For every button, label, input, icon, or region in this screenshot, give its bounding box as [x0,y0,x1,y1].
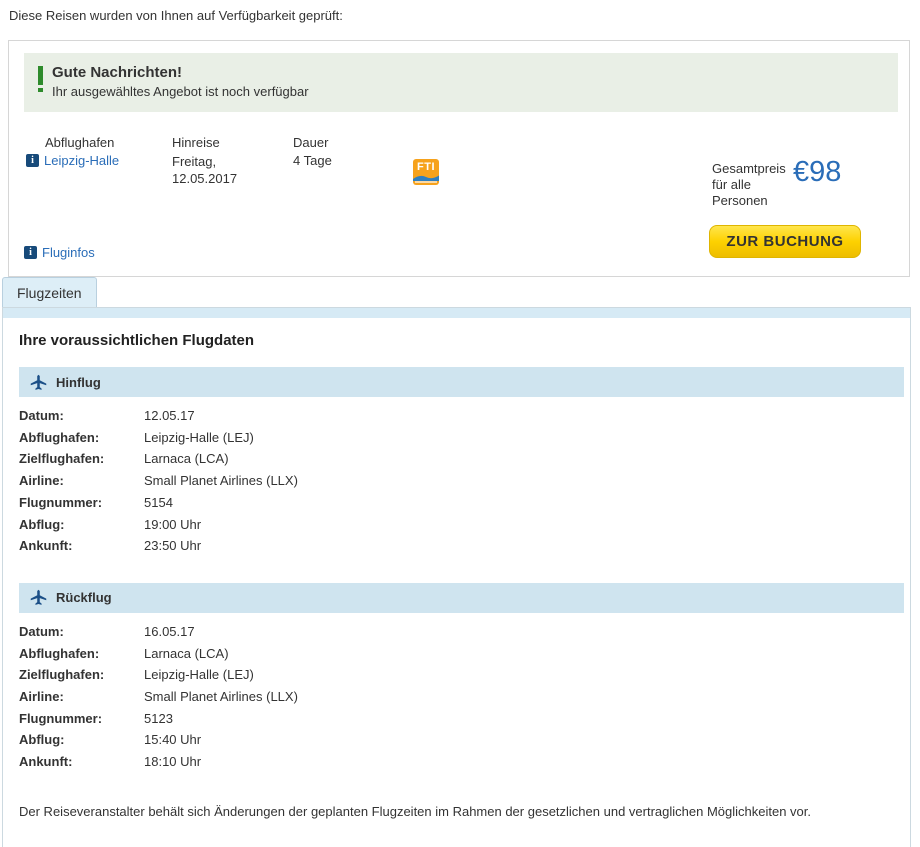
flight-detail-row [19,621,894,643]
good-news-title: Gute Nachrichten! [52,64,183,81]
airplane-icon [29,373,48,392]
to-booking-button[interactable]: ZUR BUCHUNG [709,225,861,258]
flight-detail-row [19,535,894,557]
detail-label: Abflughafen: [19,429,100,445]
flight-detail-row [19,514,894,536]
info-icon[interactable]: i [26,154,39,167]
detail-value: 12.05.17 [144,408,195,423]
outbound-flight-details [19,405,894,557]
detail-label: Airline: [19,689,64,705]
departure-airport-link[interactable]: Leipzig-Halle [44,153,120,168]
detail-label: Zielflughafen: [19,667,105,683]
flight-detail-row [19,448,894,470]
flight-detail-row [19,643,894,665]
intro-text: Diese Reisen wurden von Ihnen auf Verfügbarkeit geprüft: [9,8,343,23]
flight-detail-row [19,664,894,686]
total-price-value: €98 [793,156,842,188]
detail-value: 19:00 Uhr [144,516,202,532]
good-news-banner [24,53,898,112]
detail-value: Small Planet Airlines (LLX) [144,473,298,489]
detail-label: Abflughafen: [19,645,100,661]
detail-value: 15:40 Uhr [144,732,202,748]
detail-label: Flugnummer: [19,710,103,726]
offer-summary-box [8,40,910,277]
duration-header: Dauer [293,135,329,150]
duration-value: 4 Tage [293,153,332,168]
detail-value: 18:10 Uhr [144,754,202,770]
tab-flugzeiten[interactable]: Flugzeiten [2,277,97,307]
flight-detail-row [19,729,894,751]
detail-label: Abflug: [19,516,65,532]
flight-detail-row [19,405,894,427]
departure-airport-header: Abflughafen [45,135,115,150]
flight-detail-row [19,686,894,708]
flight-info-link[interactable]: Fluginfos [42,245,95,260]
good-news-subtitle: Ihr ausgewähltes Angebot ist noch verfügbar [52,84,309,99]
detail-value: Leipzig-Halle (LEJ) [144,429,254,445]
good-news-texts [52,64,309,112]
outbound-date-value: Freitag, 12.05.2017 [172,154,238,186]
detail-label: Abflug: [19,732,65,748]
return-flight-details [19,621,894,773]
outbound-flight-header [19,367,904,397]
tab-bar-strip [3,308,910,318]
detail-value: 5154 [144,494,173,510]
total-price-label: Gesamtpreis für alle Personen [712,161,786,208]
detail-value: 23:50 Uhr [144,538,202,554]
detail-value: 16.05.17 [144,623,195,639]
flight-detail-row [19,470,894,492]
flight-detail-row [19,708,894,730]
detail-label: Datum: [19,408,64,423]
outbound-flight-title: Hinflug [56,374,101,390]
flight-detail-row [19,492,894,514]
flight-detail-row [19,751,894,773]
detail-label: Ankunft: [19,538,73,554]
detail-label: Flugnummer: [19,494,103,510]
flight-times-panel [2,307,911,847]
schedule-change-disclaimer: Der Reiseveranstalter behält sich Änderungen der geplanten Flugzeiten im Rahmen der gesetzlichen und vertraglichen Möglichkeiten vor. [19,803,812,819]
return-flight-title: Rückflug [56,590,112,606]
info-icon[interactable]: i [24,246,37,259]
departure-airport-cell [26,153,119,168]
detail-label: Airline: [19,473,64,489]
detail-label: Zielflughafen: [19,451,105,467]
flight-detail-row [19,427,894,449]
detail-value: Larnaca (LCA) [144,451,229,467]
fti-wave-icon [413,174,439,181]
return-flight-header [19,583,904,613]
fti-logo-text: FTI [417,161,435,173]
detail-value: Small Planet Airlines (LLX) [144,689,298,705]
detail-label: Datum: [19,623,64,639]
flight-data-heading: Ihre voraussichtlichen Flugdaten [19,332,255,349]
airplane-icon [29,588,48,607]
flight-info-row [24,245,95,260]
fti-brand-logo-icon [413,159,439,185]
detail-label: Ankunft: [19,754,73,770]
detail-value: 5123 [144,710,173,726]
detail-value: Leipzig-Halle (LEJ) [144,667,254,683]
success-exclamation-icon [38,66,43,112]
outbound-date-header: Hinreise [172,135,220,150]
detail-value: Larnaca (LCA) [144,645,229,661]
